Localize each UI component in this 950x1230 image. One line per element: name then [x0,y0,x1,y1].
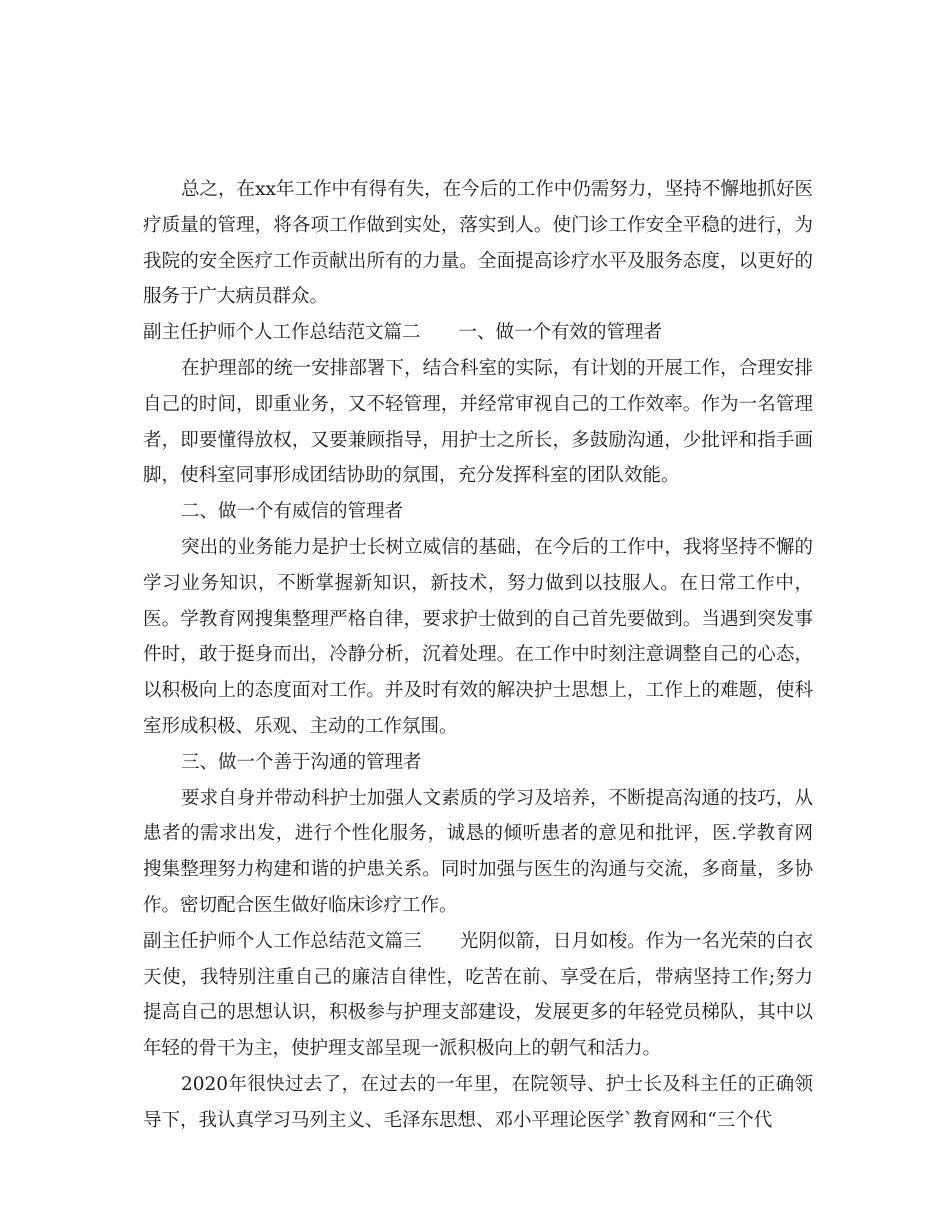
paragraph-year-review: 2020年很快过去了，在过去的一年里，在院领导、护士长及科主任的正确领导下，我认真学习马列主义、毛泽东思想、邓小平理论医学`教育网和“三个代 [143,1073,813,1131]
section-first-line: 一、做一个有效的管理者 [458,322,663,344]
paragraph-communication: 要求自身并带动科护士加强人文素质的学习及培养，不断提高沟通的技巧，从患者的需求出发，进行个性化服务，诚恳的倾听患者的意见和批评，医.学教育网搜集整理努力构建和谐的护患关系。同时加强与医生的沟通与交流，多商量，多协作。密切配合医生做好临床诊疗工作。 [143,787,813,916]
section-title: 副主任护师个人工作总结范文篇三 [143,930,422,952]
paragraph-authority: 突出的业务能力是护士长树立威信的基础，在今后的工作中，我将坚持不懈的学习业务知识，不断掌握新知识，新技术，努力做到以技服人。在日常工作中，医。学教育网搜集整理严格自律，要求护士做到的自己首先要做到。当遇到突发事件时，敢于挺身而出，冷静分析，沉着处理。在工作中时刻注意调整自己的心态，以积极向上的态度面对工作。并及时有效的解决护士思想上，工作上的难题，使科室形成积极、乐观、主动的工作氛围。 [143,536,813,737]
paragraph-effective-manager: 在护理部的统一安排部署下，结合科室的实际，有计划的开展工作，合理安排自己的时间，即重业务，又不轻管理，并经常审视自己的工作效率。作为一名管理者，即要懂得放权，又要兼顾指导，用护士之所长，多鼓励沟通，少批评和指手画脚，使科室同事形成团结协助的氛围，充分发挥科室的团队效能。 [143,357,813,487]
subheading-communicative-manager: 三、做一个善于沟通的管理者 [181,751,422,773]
subheading-authoritative-manager: 二、做一个有威信的管理者 [181,501,404,523]
section-first-line: 光阴似箭，日月如梭。作为一名光荣的白衣天使，我特别注重自己的廉洁自律性，吃苦在前、享受在后，带病坚持工作;努力提高自己的思想认识，积极参与护理支部建设，发展更多的年轻党员梯队，其中以年轻的骨干为主，使护理支部呈现一派积极向上的朝气和活力。 [143,930,813,1060]
section-title: 副主任护师个人工作总结范文篇二 [143,322,421,344]
section-heading-part-two [143,315,813,351]
section-heading-part-three [143,924,813,1067]
paragraph-summary: 总之，在xx年工作中有得有失，在今后的工作中仍需努力，坚持不懈地抓好医疗质量的管理，将各项工作做到实处，落实到人。使门诊工作安全平稳的进行，为我院的安全医疗工作贡献出所有的力量。全面提高诊疗水平及服务态度，以更好的服务于广大病员群众。 [143,179,813,308]
document-body [143,172,813,1139]
